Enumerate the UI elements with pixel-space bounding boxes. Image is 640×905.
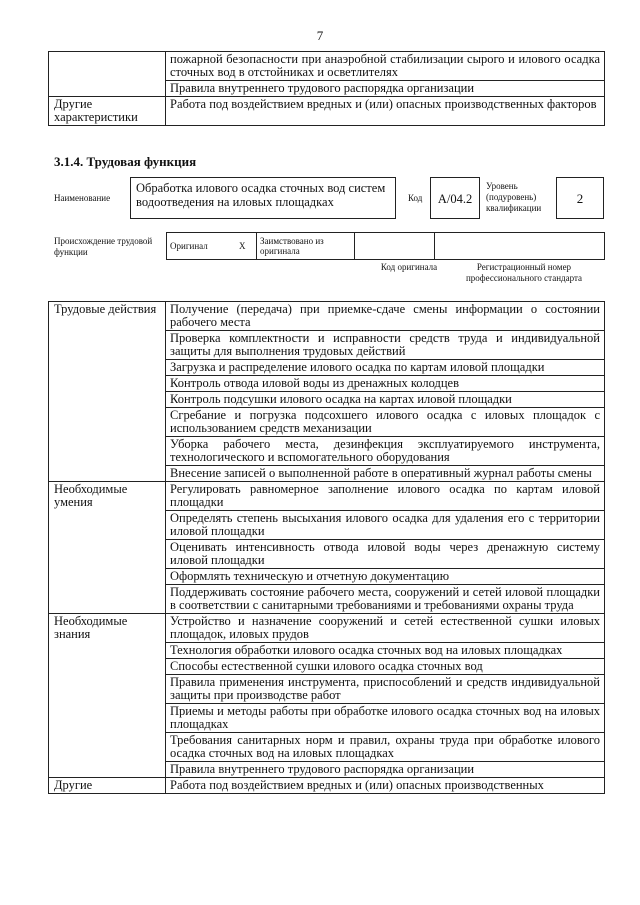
reg-number-cell — [435, 233, 605, 260]
row-item: Регулировать равномерное заполнение илового осадка по картам иловой площадки — [166, 482, 605, 511]
section-title: 3.1.4. Трудовая функция — [54, 154, 197, 169]
row-category — [49, 52, 166, 97]
row-item: Поддерживать состояние рабочего места, сооружений и сетей иловой площадки в соответствии с санитарными требованиями и требованиями охраны труда — [166, 585, 605, 614]
code-label: Код — [408, 193, 423, 203]
row-category: Другие — [49, 778, 166, 794]
table-row — [167, 233, 605, 260]
row-item: Устройство и назначение сооружений и сетей естественной сушки иловых площадок, иловых прудов — [166, 614, 605, 643]
code-original-cell — [355, 233, 435, 260]
function-code-box — [430, 177, 480, 219]
table-row — [49, 52, 605, 81]
origin-table — [166, 232, 605, 260]
name-label: Наименование — [54, 193, 111, 203]
table-row — [49, 778, 605, 794]
borrowed-label: Заимствовано из оригинала — [257, 233, 355, 260]
row-item: Приемы и методы работы при обработке илового осадка сточных вод на иловых площадках — [166, 704, 605, 733]
row-item: Оформлять техническую и отчетную документацию — [166, 569, 605, 585]
function-name-box — [130, 177, 396, 219]
level-label: Уровень (подуровень) квалификации — [486, 181, 542, 213]
row-item: Определять степень высыхания илового осадка для удаления его с территории иловой площадки — [166, 511, 605, 540]
row-item: Проверка комплектности и исправности средств труда и индивидуальной защиты для выполнения трудовых действий — [166, 331, 605, 360]
table-row — [49, 482, 605, 511]
table-row — [49, 97, 605, 126]
table-row — [49, 302, 605, 331]
table-row — [49, 614, 605, 643]
original-mark: X — [229, 233, 257, 260]
qualification-level: 2 — [576, 191, 584, 206]
row-item: Технология обработки илового осадка сточных вод на иловых площадках — [166, 643, 605, 659]
row-item: Контроль отвода иловой воды из дренажных колодцев — [166, 376, 605, 392]
row-item: Внесение записей о выполненной работе в оперативный журнал работы смены — [166, 466, 605, 482]
row-item: Уборка рабочего места, дезинфекция эксплуатируемого инструмента, технологического и вспомогательного оборудования — [166, 437, 605, 466]
origin-label: Происхождение трудовой функции — [54, 236, 153, 257]
row-item: Сгребание и погрузка подсохшего илового осадка с иловых площадок с использованием средств механизации — [166, 408, 605, 437]
row-item: Работа под воздействием вредных и (или) опасных производственных факторов — [166, 97, 605, 126]
row-category: Другие характеристики — [49, 97, 166, 126]
original-label: Оригинал — [167, 233, 229, 260]
qualification-level-box — [556, 177, 604, 219]
row-item: Правила внутреннего трудового распорядка организации — [166, 81, 605, 97]
row-item: пожарной безопасности при анаэробной стабилизации сырого и илового осадка сточных вод в отстойниках и осветлителях — [166, 52, 605, 81]
row-item: Оценивать интенсивность отвода иловой воды через дренажную систему иловой площадки — [166, 540, 605, 569]
row-item: Загрузка и распределение илового осадка по картам иловой площадки — [166, 360, 605, 376]
function-code: А/04.2 — [437, 192, 473, 206]
row-item: Правила внутреннего трудового распорядка организации — [166, 762, 605, 778]
top-continuation-table — [48, 51, 605, 126]
reg-number-caption: Регистрационный номер профессионального стандарта — [465, 262, 583, 283]
row-item: Работа под воздействием вредных и (или) опасных производственных — [166, 778, 605, 794]
labor-function-table — [48, 301, 605, 794]
row-item: Правила применения инструмента, приспособлений и средств индивидуальной защиты при производстве работ — [166, 675, 605, 704]
row-item: Получение (передача) при приемке-сдаче смены информации о состоянии рабочего места — [166, 302, 605, 331]
row-item: Способы естественной сушки илового осадка сточных вод — [166, 659, 605, 675]
row-item: Требования санитарных норм и правил, охраны труда при обработке илового осадка сточных вод на иловых площадках — [166, 733, 605, 762]
row-category: Необходимые знания — [49, 614, 166, 778]
page-number: 7 — [316, 28, 324, 43]
row-item: Контроль подсушки илового осадка на картах иловой площадки — [166, 392, 605, 408]
code-original-caption: Код оригинала — [380, 262, 438, 272]
function-name: Обработка илового осадка сточных вод систем водоотведения на иловых площадках — [136, 181, 386, 209]
row-category: Трудовые действия — [49, 302, 166, 482]
row-category: Необходимые умения — [49, 482, 166, 614]
